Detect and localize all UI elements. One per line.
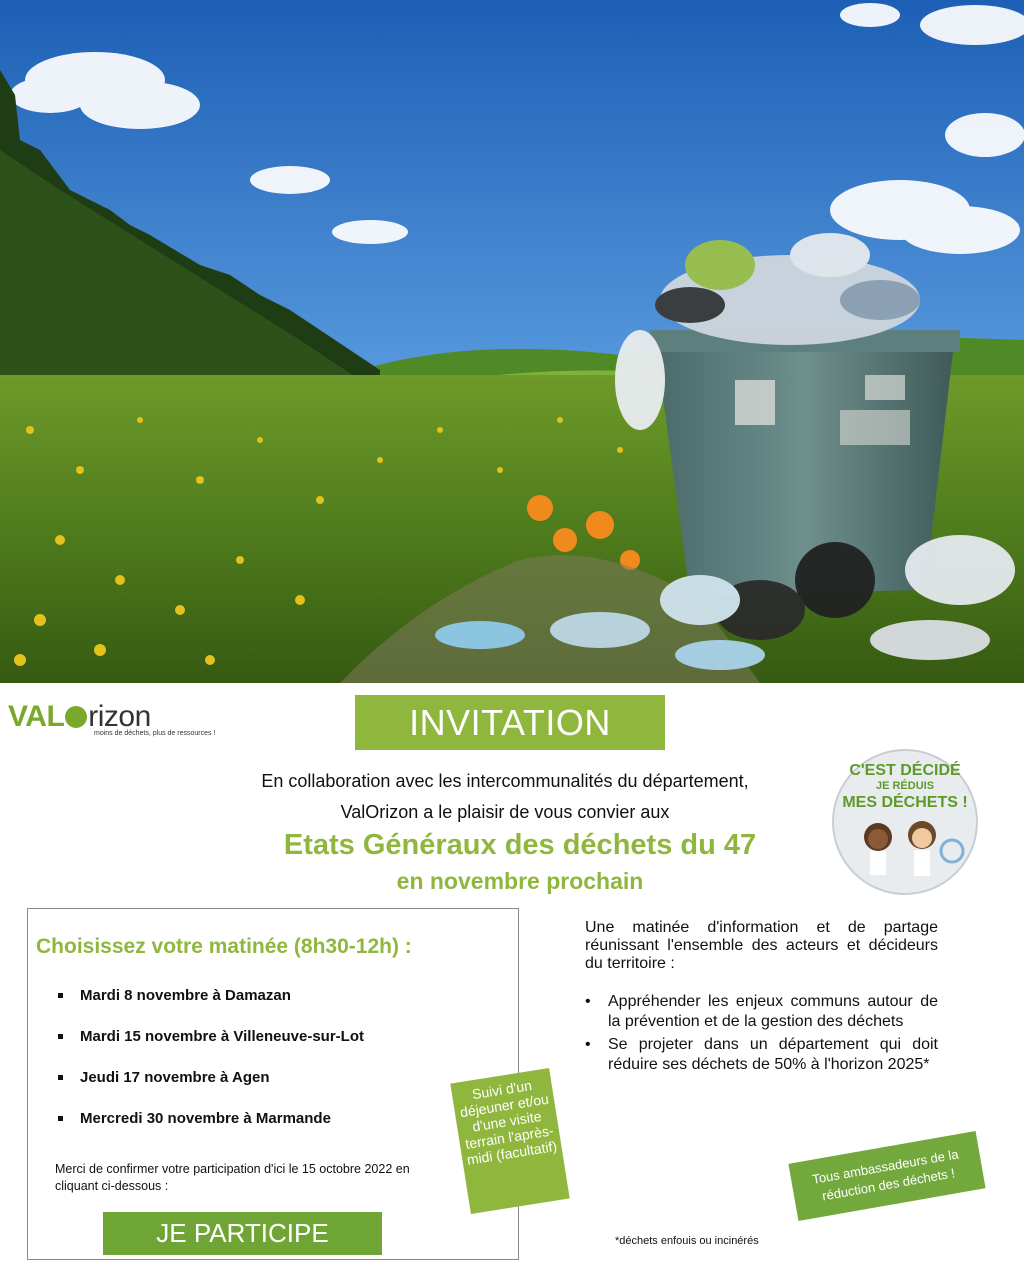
- session-item: [56, 1026, 364, 1067]
- ambassadors-note: Tous ambassadeurs de la réduction des déchets !: [788, 1131, 985, 1221]
- badge-line-2: JE RÉDUIS: [875, 780, 935, 792]
- description-paragraph: Une matinée d'information et de partage réunissant l'ensemble des acteurs et décideurs du territoire :: [585, 919, 938, 972]
- intro-line-2: ValOrizon a le plaisir de vous convier aux: [340, 802, 670, 822]
- bullet-dot-icon: •: [585, 1036, 591, 1053]
- confirm-text: Merci de confirmer votre participation d'ici le 15 octobre 2022 en cliquant ci-dessous :: [55, 1162, 410, 1193]
- objective-label: Se projeter dans un département qui doit réduire ses déchets de 50% à l'horizon 2025*: [608, 1036, 938, 1073]
- badge-line-1: C'EST DÉCIDÉ: [849, 762, 961, 779]
- lunch-visit-note: Suivi d'un déjeuner et/ou d'une visite terrain l'après-midi (facultatif): [450, 1068, 569, 1214]
- objective-item: [585, 1035, 938, 1075]
- logo-tagline: moins de déchets, plus de ressources !: [94, 730, 216, 737]
- bullet-square-icon: [58, 993, 63, 998]
- intro-line-1: En collaboration avec les intercommunalités du département,: [261, 771, 749, 791]
- session-item: [56, 985, 364, 1026]
- participate-button[interactable]: JE PARTICIPE: [103, 1212, 382, 1255]
- invitation-banner: INVITATION: [355, 695, 665, 750]
- session-label: Mercredi 30 novembre à Marmande: [80, 1110, 331, 1127]
- session-label: Mardi 15 novembre à Villeneuve-sur-Lot: [80, 1028, 364, 1045]
- badge-line-3: MES DÉCHETS !: [842, 794, 968, 811]
- objective-label: Appréhender les enjeux communs autour de la prévention et de la gestion des déchets: [608, 993, 938, 1030]
- bullet-dot-icon: •: [585, 993, 591, 1010]
- description: [585, 919, 938, 973]
- logo-leaf-icon: [65, 706, 87, 728]
- logo-brand-rizon: rizon: [88, 700, 151, 733]
- bullet-square-icon: [58, 1075, 63, 1080]
- sessions-list: [56, 985, 364, 1149]
- session-item: [56, 1108, 364, 1149]
- bullet-square-icon: [58, 1034, 63, 1039]
- logo-brand-val: VAL: [8, 700, 65, 733]
- session-label: Mardi 8 novembre à Damazan: [80, 987, 291, 1004]
- event-subtitle: en novembre prochain: [396, 868, 644, 894]
- objectives-list: [585, 992, 938, 1078]
- session-item: [56, 1067, 364, 1108]
- objective-item: [585, 992, 938, 1032]
- event-title: Etats Généraux des déchets du 47: [283, 829, 757, 861]
- valorizon-logo: [8, 700, 216, 742]
- badge-illustration: [830, 747, 980, 897]
- sessions-heading: Choisissez votre matinée (8h30-12h) :: [36, 935, 412, 958]
- bullet-square-icon: [58, 1116, 63, 1121]
- cest-decide-badge: [830, 747, 980, 897]
- logo-wordmark: [8, 700, 151, 734]
- footnote: *déchets enfouis ou incinérés: [615, 1235, 759, 1247]
- session-label: Jeudi 17 novembre à Agen: [80, 1069, 270, 1086]
